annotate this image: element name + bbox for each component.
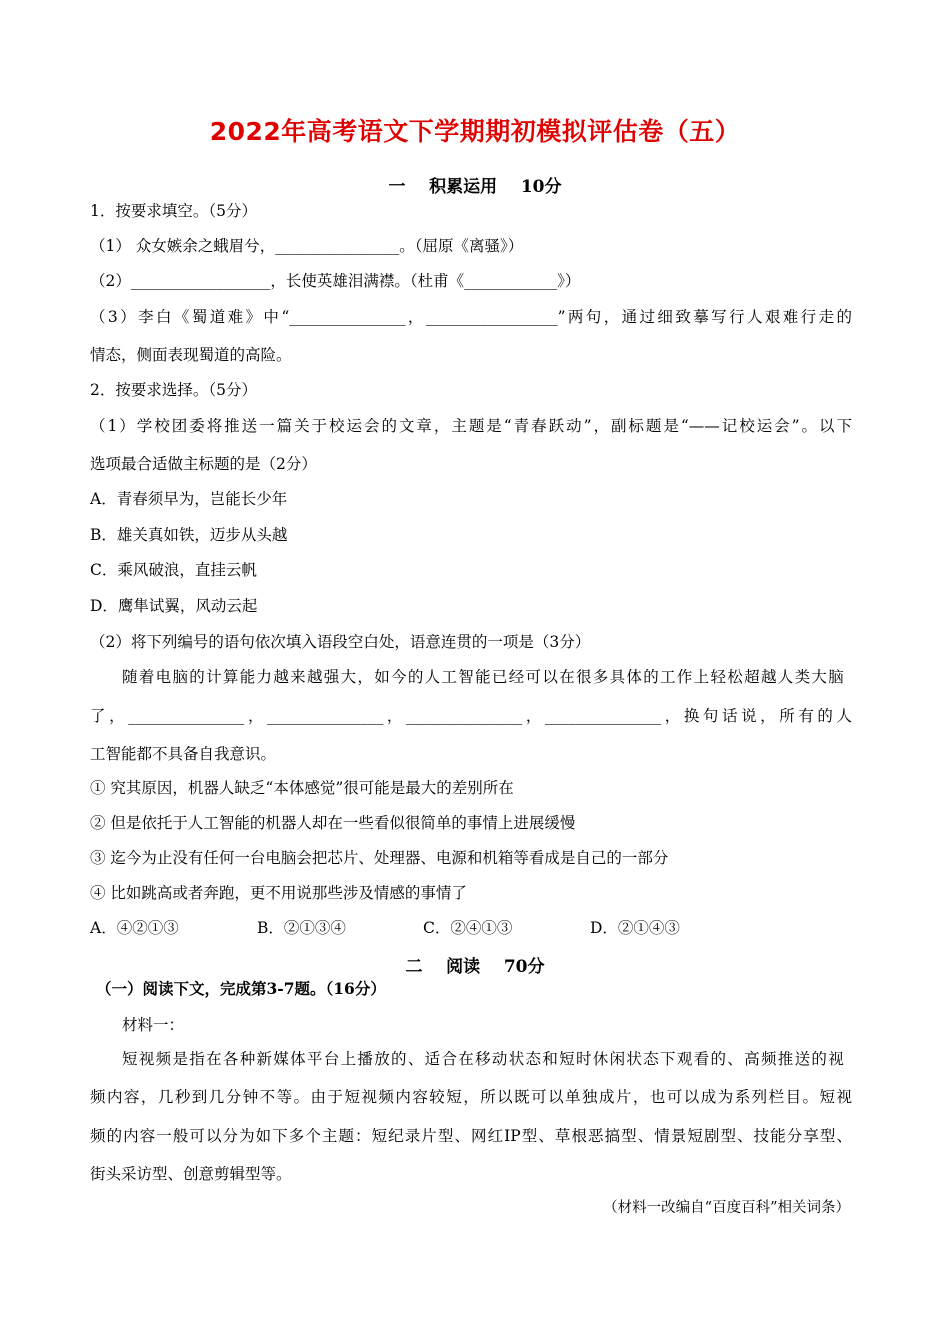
- exam-title: 2022年高考语文下学期期初模拟评估卷（五）: [209, 117, 741, 146]
- reading-part-1-heading: （一）阅读下文，完成第3-7题。（16分）: [96, 979, 386, 998]
- question-2-sub-2: （2）将下列编号的语句依次填入语段空白处，语意连贯的一项是（3分）: [90, 633, 591, 651]
- question-1-stem: 1．按要求填空。（5分）: [90, 202, 257, 220]
- material-line-3: 频的内容一般可以分为如下多个主题：短纪录片型、网红IP型、草根恶搞型、情景短剧型、技能分享型、: [90, 1127, 852, 1145]
- question-1-part-3-line-2: 情态，侧面表现蜀道的高险。: [90, 346, 292, 364]
- passage-line-3: 工智能都不具备自我意识。: [90, 745, 277, 763]
- passage-line-1: 随着电脑的计算能力越来越强大，如今的人工智能已经可以在很多具体的工作上轻松超越人类大脑: [122, 668, 844, 686]
- option-a: A．青春须早为，岂能长少年: [90, 490, 288, 508]
- passage-line-2: 了，_______________，_______________，_______________，_______________，换句话说，所有的人: [90, 707, 852, 725]
- question-1-part-3-line-1: （3）李白《蜀道难》中“_______________，_________________”两句，通过细致摹写行人艰难行走的: [90, 308, 852, 326]
- sentence-item-3: ③ 迄今为止没有任何一台电脑会把芯片、处理器、电源和机箱等看成是自己的一部分: [90, 849, 669, 867]
- question-2-sub-1-line-1: （1）学校团委将推送一篇关于校运会的文章，主题是“青春跃动”，副标题是“——记校运会”。以下: [90, 417, 852, 435]
- sentence-item-1: ① 究其原因，机器人缺乏“本体感觉”很可能是最大的差别所在: [90, 779, 514, 797]
- question-2-sub-1-line-2: 选项最合适做主标题的是（2分）: [90, 455, 317, 473]
- material-label: 材料一：: [122, 1016, 185, 1034]
- order-option-a: A．④②①③: [90, 919, 179, 937]
- order-option-d: D．②①④③: [590, 919, 680, 937]
- order-option-b: B．②①③④: [257, 919, 346, 937]
- material-line-4: 街头采访型、创意剪辑型等。: [90, 1165, 292, 1183]
- order-option-c: C．②④①③: [423, 919, 513, 937]
- option-d: D．鹰隼试翼，风动云起: [90, 597, 258, 615]
- sentence-item-4: ④ 比如跳高或者奔跑，更不用说那些涉及情感的事情了: [90, 884, 467, 902]
- question-1-part-2: （2）__________________，长使英雄泪满襟。（杜甫《____________》）: [90, 272, 581, 290]
- section-heading-reading: 二 阅读 70分: [405, 957, 545, 977]
- option-b: B．雄关真如铁，迈步从头越: [90, 526, 288, 544]
- option-c: C．乘风破浪，直挂云帆: [90, 561, 257, 579]
- question-1-part-1: （1） 众女嫉余之蛾眉兮，________________。（屈原《离骚》）: [90, 237, 524, 255]
- question-2-stem: 2．按要求选择。（5分）: [90, 381, 257, 399]
- sentence-item-2: ② 但是依托于人工智能的机器人却在一些看似很简单的事情上进展缓慢: [90, 814, 576, 832]
- material-source-note: （材料一改编自“百度百科”相关词条）: [603, 1200, 850, 1216]
- section-heading-accumulation: 一 积累运用 10分: [388, 177, 562, 197]
- material-line-1: 短视频是指在各种新媒体平台上播放的、适合在移动状态和短时休闲状态下观看的、高频推送的视: [122, 1050, 844, 1068]
- material-line-2: 频内容，几秒到几分钟不等。由于短视频内容较短，所以既可以单独成片，也可以成为系列栏目。短视: [90, 1088, 852, 1106]
